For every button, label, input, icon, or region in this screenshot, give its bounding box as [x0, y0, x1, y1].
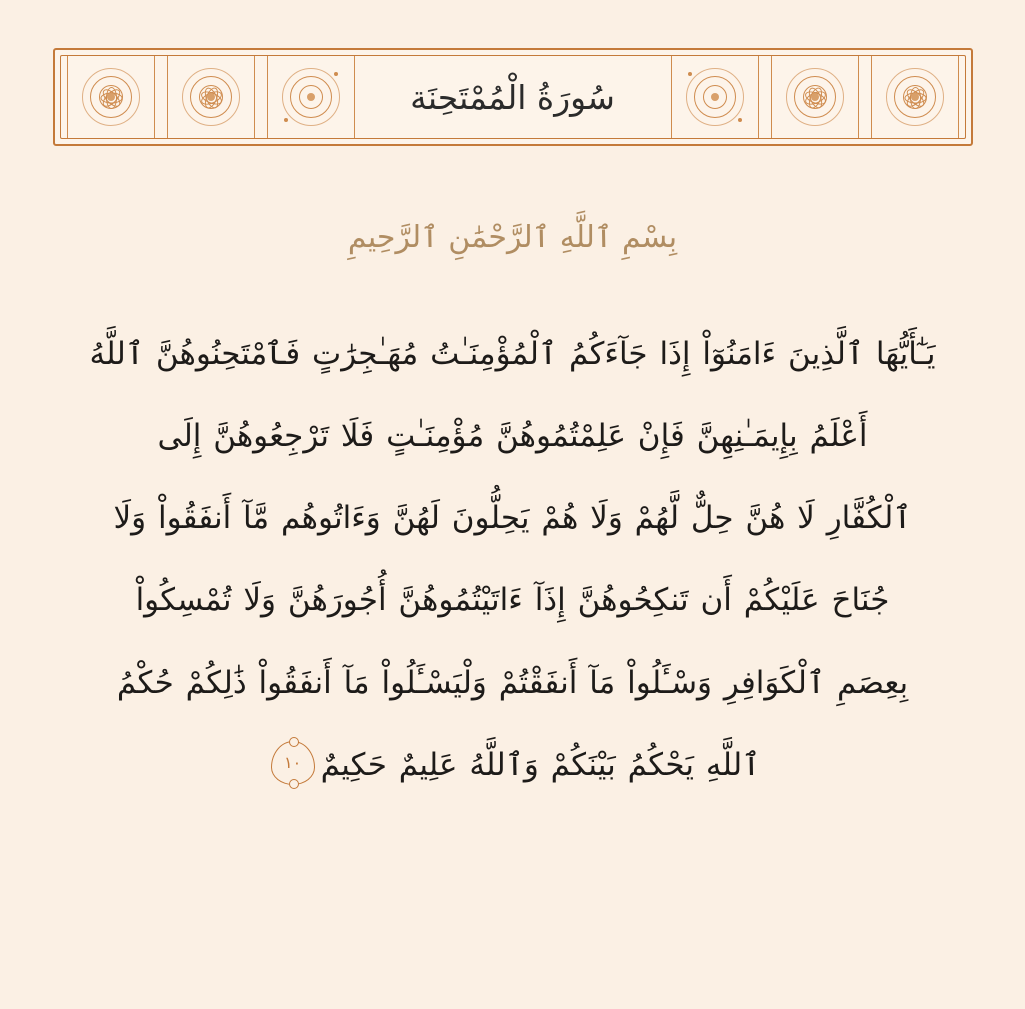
ayah-line: أَعْلَمُ بِإِيمَـٰنِهِنَّ فَإِنْ عَلِمْتُمُوهُنَّ مُؤْمِنَـٰتٍ فَلَا تَرْجِعُوهُنَّ إِلَى [157, 418, 868, 455]
ornament-band-right [665, 56, 965, 138]
ayah-number: ١٠ [284, 752, 302, 772]
ornament-cell [267, 56, 355, 138]
ornament-cell [167, 56, 255, 138]
ornament-dot [738, 118, 742, 122]
surah-title: سُورَةُ الْمُمْتَحِنَة [384, 78, 641, 117]
ayah-number-marker [271, 741, 315, 785]
floral-rosette-icon [90, 76, 132, 118]
floral-rosette-icon [794, 76, 836, 118]
surah-header-band [53, 48, 973, 146]
ornament-cell [671, 56, 759, 138]
surah-header-inner-frame [60, 55, 966, 139]
ayah-line: بِعِصَمِ ٱلْكَوَافِرِ وَسْـَٔلُواْ مَآ أَنفَقْتُمْ وَلْيَسْـَٔلُواْ مَآ أَنفَقُواْ ذَٰلِكُمْ حُكْمُ [116, 664, 909, 701]
ornament-dot [284, 118, 288, 122]
ayah-line: يَـٰٓأَيُّهَا ٱلَّذِينَ ءَامَنُوٓاْ إِذَا جَآءَكُمُ ٱلْمُؤْمِنَـٰتُ مُهَـٰجِرَٰتٍ فَٱمْتَحِنُوهُنَّ ٱللَّهُ [89, 336, 936, 372]
floral-rosette-icon [694, 76, 736, 118]
ornament-cell [871, 56, 959, 138]
ornament-cell [771, 56, 859, 138]
ayah-line: جُنَاحَ عَلَيْكُمْ أَن تَنكِحُوهُنَّ إِذَآ ءَاتَيْتُمُوهُنَّ أُجُورَهُنَّ وَلَا تُمْسِكُواْ [135, 582, 890, 619]
ornament-dot [688, 72, 692, 76]
ayah-text-block [63, 313, 963, 806]
floral-rosette-icon [190, 76, 232, 118]
ayah-line: ٱلْكُفَّارِ لَا هُنَّ حِلٌّ لَّهُمْ وَلَا هُمْ يَحِلُّونَ لَهُنَّ وَءَاتُوهُم مَّآ أَنفَقُواْ وَلَا [113, 500, 912, 537]
ornament-cell [67, 56, 155, 138]
basmala-text: بِسْمِ ٱللَّهِ ٱلرَّحْمَٰنِ ٱلرَّحِيمِ [347, 220, 678, 255]
floral-rosette-icon [894, 76, 936, 118]
ornament-dot [334, 72, 338, 76]
ayah-line: ٱللَّهِ يَحْكُمُ بَيْنَكُمْ وَٱللَّهُ عَلِيمٌ حَكِيمٌ [320, 746, 761, 783]
ornament-band-left [61, 56, 361, 138]
floral-rosette-icon [290, 76, 332, 118]
